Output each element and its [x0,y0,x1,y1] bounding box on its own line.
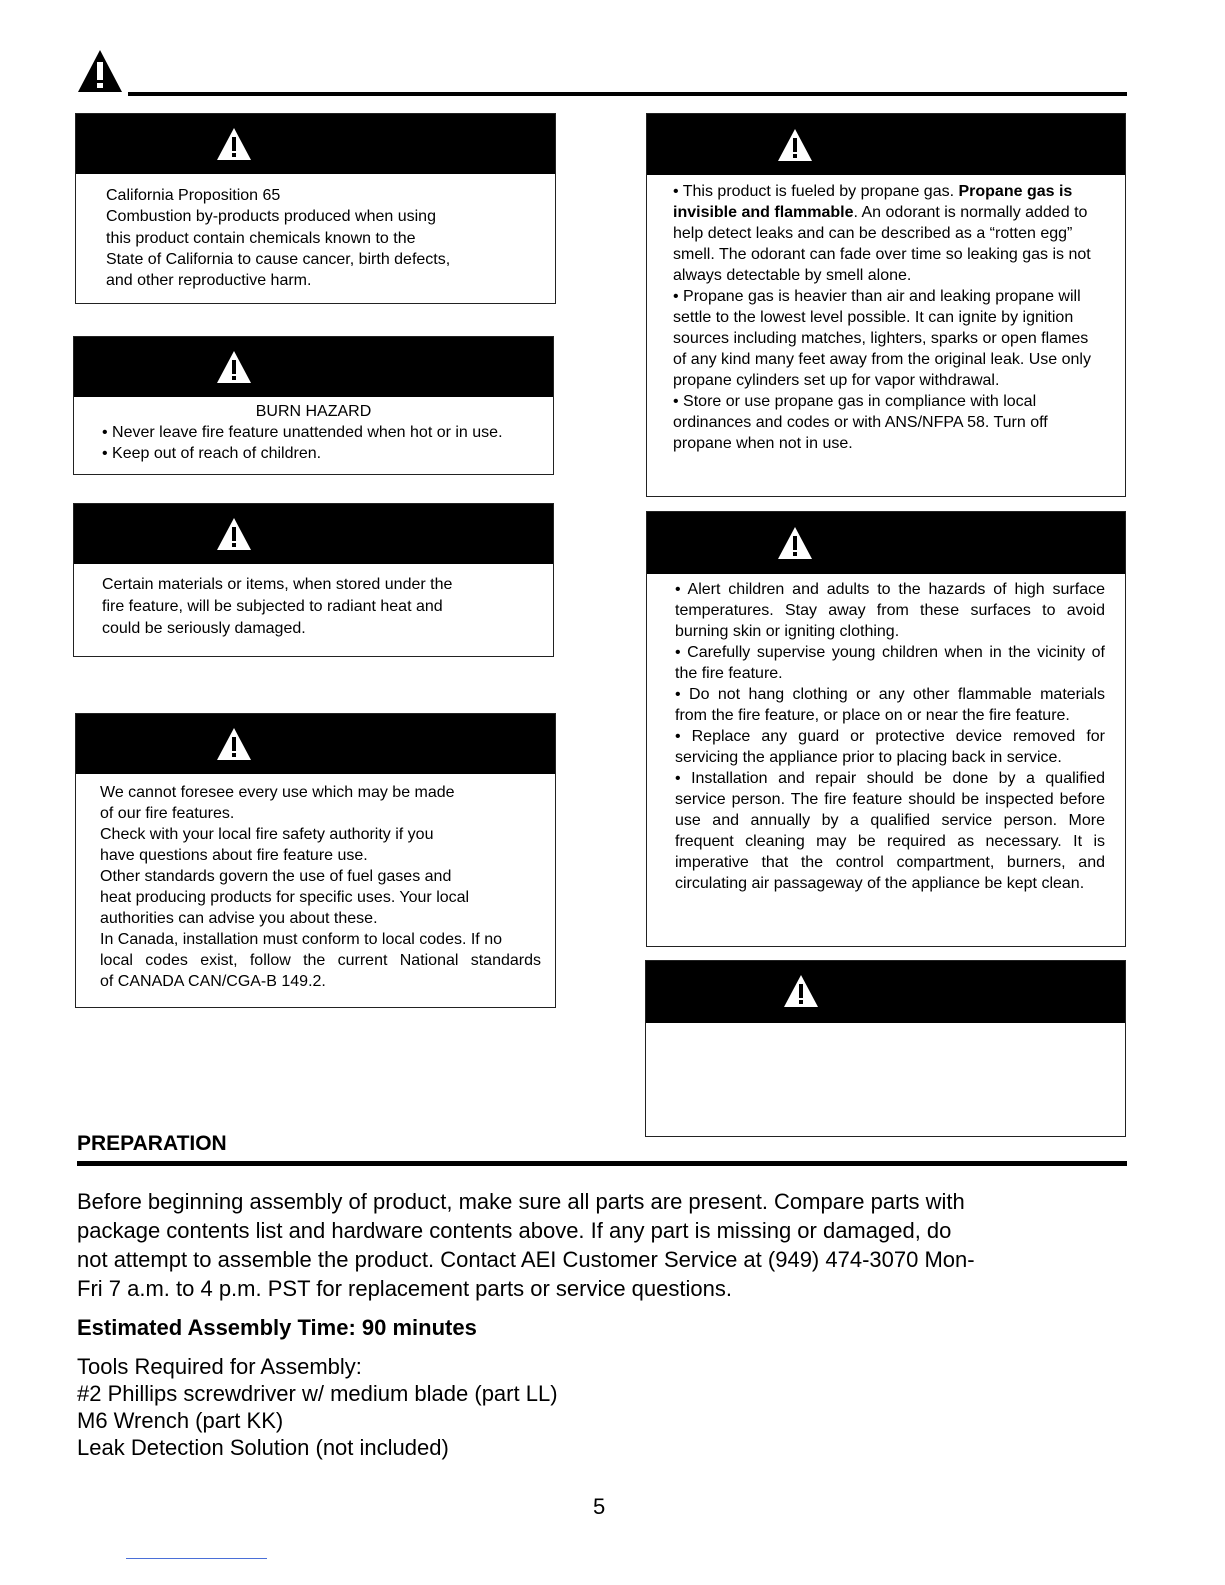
text-line: Other standards govern the use of fuel gases and [100,868,452,885]
warning-box-header [76,114,555,174]
tool-item: Leak Detection Solution (not included) [77,1435,449,1460]
warning-box-prop65 [75,113,556,304]
warning-box-header [76,714,555,774]
header-warning-icon [76,48,124,94]
text-line: Before beginning assembly of product, make sure all parts are present. Compare parts with [77,1189,965,1214]
text-line: could be seriously damaged. [102,620,306,637]
warning-box-header [646,961,1125,1023]
section-title: PREPARATION [77,1132,227,1155]
tool-item: M6 Wrench (part KK) [77,1408,284,1433]
warning-box-header [647,512,1125,574]
warning-icon [216,350,252,384]
text-line: Check with your local fire safety authority if you [100,826,434,843]
text-line: Combustion by-products produced when using [106,208,436,226]
warning-box-empty [645,960,1126,1137]
text-line: In Canada, installation must conform to local codes. If no [100,931,502,948]
bullet-paragraph: • Replace any guard or protective device removed for servicing the appliance prior to placing back in service. [675,728,1105,766]
text-line: local codes exist, follow the current National standards [100,952,541,969]
page-number: 5 [593,1494,606,1519]
text-line: of our fire features. [100,805,235,822]
propane-paragraph: • Propane gas is heavier than air and leaking propane will settle to the lowest level possible. It can ignite by ignition sources including matches, lighters, sparks or open flames of any kind many feet away from the original leak. Use only propane cylinders set up for vapor withdrawal. [673,288,1091,389]
warning-box-children [646,511,1126,947]
text-line: and other reproductive harm. [106,272,312,290]
burn-heading: BURN HAZARD [255,403,372,420]
warning-box-burn [73,336,554,475]
bullet-item: • Keep out of reach of children. [102,445,322,463]
footer-link-underline [126,1558,267,1559]
warning-icon [783,974,819,1008]
tools-list [77,1353,558,1461]
bullet-paragraph: • Alert children and adults to the hazards of high surface temperatures. Stay away from these surfaces to avoid burning skin or igniting clothing. [675,581,1105,640]
warning-box-foresee [75,713,556,1008]
warning-box-header [74,504,553,564]
warning-icon [216,127,252,161]
text-line: authorities can advise you about these. [100,910,378,927]
header-rule [128,92,1127,96]
text-line: package contents list and hardware contents above. If any part is missing or damaged, do [77,1218,952,1243]
bullet-paragraph: • Do not hang clothing or any other flammable materials from the fire feature, or place on or near the fire feature. [675,686,1105,724]
text-span: • This product is fueled by propane gas. [673,183,959,200]
warning-box-header [74,337,553,397]
warning-icon [216,727,252,761]
preparation-paragraph [77,1187,975,1303]
tools-title: Tools Required for Assembly: [77,1354,362,1379]
warning-icon [777,526,813,560]
text-line: fire feature, will be subjected to radiant heat and [102,598,443,615]
bold-span: Propane gas is invisible and flammable [673,183,1073,221]
bullet-paragraph: • Installation and repair should be done by a qualified service person. The fire feature should be inspected before use and annually by a qualified service person. More frequent cleaning may be required as necessary. It is imperative that the control compartment, burners, and circulating air passageway of the appliance be kept clean. [675,770,1105,892]
text-line: of CANADA CAN/CGA-B 149.2. [100,973,326,990]
assembly-time: Estimated Assembly Time: 90 minutes [77,1315,477,1340]
text-line: Certain materials or items, when stored under the [102,576,453,593]
text-line: We cannot foresee every use which may be made [100,784,455,801]
text-line: have questions about fire feature use. [100,847,368,864]
warning-box-header [647,114,1125,175]
text-line: this product contain chemicals known to the [106,229,416,247]
warning-icon [216,517,252,551]
warning-box-propane [646,113,1126,497]
warning-icon [777,128,813,162]
text-span: . An odorant is normally added to help detect leaks and can be described as a “rotten egg” smell. The odorant can fade over time so leaking gas is not always detectable by smell alone. [673,204,1091,284]
text-line: California Proposition 65 [106,187,281,204]
propane-paragraph: • Store or use propane gas in compliance with local ordinances and codes or with ANS/NFPA 58. Turn off propane when not in use. [673,393,1048,452]
text-line: Fri 7 a.m. to 4 p.m. PST for replacement parts or service questions. [77,1276,732,1301]
propane-paragraph [673,181,1095,286]
text-line: not attempt to assemble the product. Contact AEI Customer Service at (949) 474-3070 Mon- [77,1247,975,1272]
warning-box-materials [73,503,554,657]
text-line: State of California to cause cancer, birth defects, [106,250,451,268]
text-line: heat producing products for specific uses. Your local [100,889,470,906]
tool-item: #2 Phillips screwdriver w/ medium blade (part LL) [77,1381,558,1406]
bullet-item: • Never leave fire feature unattended when hot or in use. [102,424,503,441]
bullet-paragraph: • Carefully supervise young children when in the vicinity of the fire feature. [675,644,1105,682]
section-rule [77,1161,1127,1166]
